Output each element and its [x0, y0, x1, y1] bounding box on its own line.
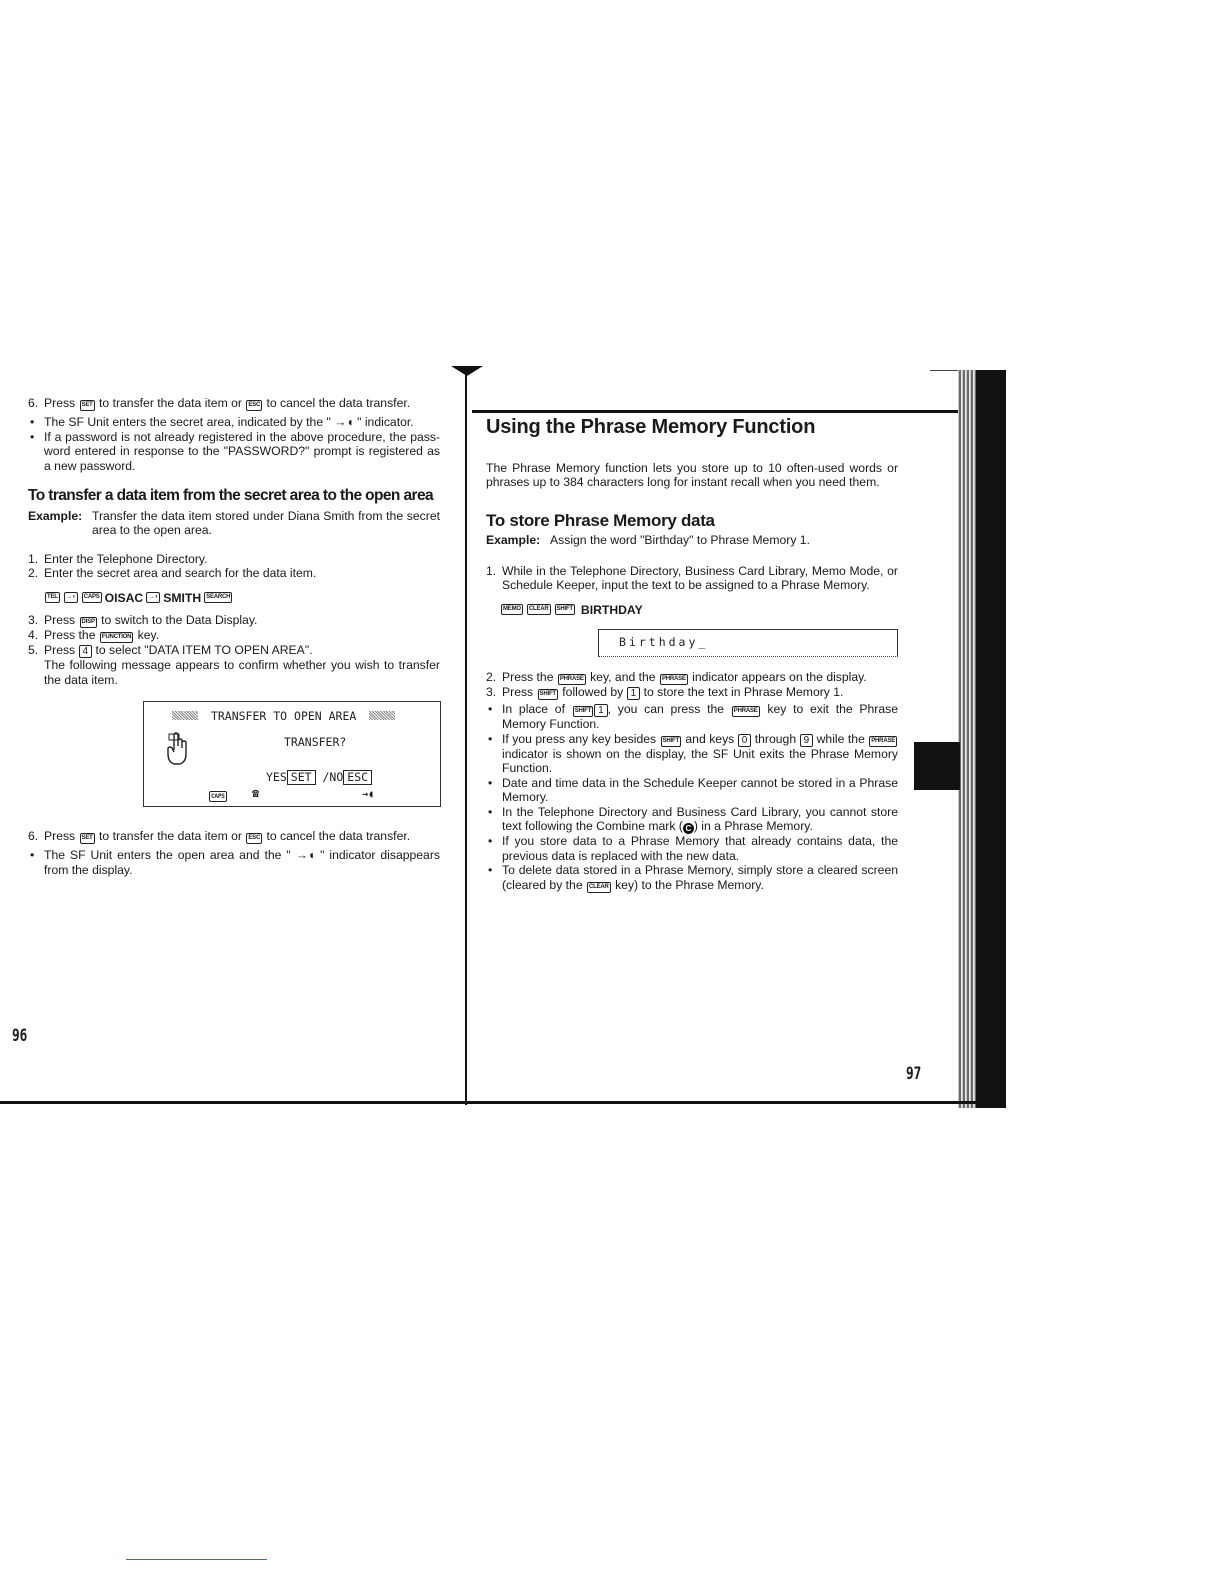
- nine-key-icon: 9: [800, 734, 814, 747]
- step-4: 4. Press the FUNCTION key.: [28, 628, 160, 642]
- step-6-top: 6. Press SET to transfer the data item or ESC to cancel the data transfer.: [28, 396, 411, 410]
- lcd-set-key: SET: [287, 770, 316, 785]
- step-5: 5. Press 4 to select "DATA ITEM TO OPEN AREA". The following message appears to confirm whether you wish to transfer the data item.: [28, 643, 440, 687]
- key-sequence: TEL →◖ CAPS OISAC →◖ SMITH SEARCH: [47, 590, 231, 605]
- section-heading: To transfer a data item from the secret area to the open area: [28, 487, 433, 504]
- esc-key-icon: ESC: [246, 833, 262, 844]
- one-key-icon: 1: [627, 687, 641, 700]
- list-item: • To delete data stored in a Phrase Memory, simply store a cleared screen (cleared by the CLEAR key) to the Phrase Memory.: [488, 863, 898, 892]
- key-sequence: MEMO CLEAR SHIFT BIRTHDAY: [503, 602, 643, 617]
- hatch-pattern: [369, 711, 395, 720]
- intro-paragraph: The Phrase Memory function lets you store up to 10 often-used words or phrases up to 384 characters long for instant recall when you need them.: [486, 460, 898, 489]
- bullet-list-top: [28, 415, 440, 473]
- lcd-options: YES SET /NO ESC: [266, 770, 372, 785]
- shift-key-icon: SHIFT: [555, 604, 575, 615]
- list-item: • If you store data to a Phrase Memory that already contains data, the previous data is replaced with the new data.: [488, 834, 898, 863]
- list-item: • The SF Unit enters the secret area, indicated by the " →◖ " indicator.: [30, 415, 414, 429]
- function-key-icon: FUNCTION: [100, 632, 133, 643]
- phone-icon: ☎: [252, 786, 260, 800]
- set-key-icon: SET: [80, 400, 95, 411]
- four-key-icon: 4: [79, 645, 93, 658]
- lcd-text: Birthday_: [619, 635, 709, 649]
- zero-key-icon: 0: [738, 734, 752, 747]
- shift-key-icon: SHIFT: [538, 689, 558, 700]
- caps-key-icon: CAPS: [82, 592, 102, 603]
- hand-icon: [166, 732, 194, 768]
- footer-link-line: [126, 1559, 267, 1560]
- section-heading: To store Phrase Memory data: [486, 510, 715, 530]
- lcd-display: [143, 701, 441, 807]
- shift-key-icon: SHIFT: [661, 736, 681, 747]
- page-title: Using the Phrase Memory Function: [486, 416, 816, 438]
- step-6-bottom: 6. Press SET to transfer the data item or ESC to cancel the data transfer.: [28, 829, 411, 843]
- lcd-prompt: TRANSFER?: [284, 735, 347, 749]
- list-item: 2. Enter the secret area and search for the data item.: [28, 566, 317, 580]
- list-item: • If you press any key besides SHIFT and keys 0 through 9 while the PHRASE indicator is shown on the display, the SF Unit exits the Phrase Memory Function.: [488, 731, 898, 775]
- bullet-list: [486, 702, 898, 893]
- bottom-rule: [0, 1101, 1001, 1104]
- example: Example: Assign the word "Birthday" to Phrase Memory 1.: [486, 533, 810, 547]
- tel-key-icon: TEL: [45, 592, 60, 603]
- one-key-icon: 1: [594, 704, 608, 717]
- page-marker: [451, 366, 483, 376]
- clear-key-icon: CLEAR: [587, 882, 611, 893]
- step-1: 1. While in the Telephone Directory, Business Card Library, Memo Mode, or Schedule Keeper, input the text to be assigned to a Phrase Memory.: [486, 563, 898, 592]
- header-rule: [472, 410, 958, 413]
- page-number-right: 97: [906, 1064, 922, 1084]
- memo-key-icon: MEMO: [501, 604, 523, 615]
- steps-list: [28, 552, 440, 581]
- list-item: • If a password is not already registered in the above procedure, the pass-word entered in response to the "PASSWORD?" prompt is registered as a new password.: [30, 429, 440, 473]
- search-key-icon: SEARCH: [204, 592, 232, 603]
- shift-key-icon: SHIFT: [573, 706, 593, 717]
- section-tab: [914, 742, 960, 790]
- secret-key-icon: →◖: [64, 592, 78, 603]
- esc-key-icon: ESC: [246, 400, 262, 411]
- disp-key-icon: DISP: [80, 617, 97, 628]
- page-spine: [465, 370, 467, 1105]
- phrase-indicator-icon: PHRASE: [869, 736, 897, 747]
- phrase-key-icon: PHRASE: [732, 706, 760, 717]
- example: Example: Transfer the data item stored under Diana Smith from the secret area to the open area.: [28, 508, 440, 537]
- step-3: 3. Press SHIFT followed by 1 to store the text in Phrase Memory 1.: [486, 685, 844, 699]
- step-3: 3. Press DISP to switch to the Data Display.: [28, 613, 258, 627]
- right-page: [486, 416, 898, 893]
- list-item: • Date and time data in the Schedule Keeper cannot be stored in a Phrase Memory.: [488, 775, 898, 804]
- caps-indicator-icon: CAPS: [211, 793, 225, 800]
- combine-mark-icon: C: [683, 823, 694, 834]
- step-2: 2. Press the PHRASE key, and the PHRASE indicator appears on the display.: [486, 670, 867, 684]
- lcd-title: TRANSFER TO OPEN AREA: [210, 709, 357, 723]
- left-page: [28, 396, 440, 877]
- page-number-left: 96: [12, 1026, 28, 1046]
- page-edge-texture: [958, 370, 976, 1108]
- list-item: • In place of SHIFT 1 , you can press the PHRASE key to exit the Phrase Memory Function.: [488, 702, 898, 731]
- secret-key-icon: →◖: [146, 592, 160, 603]
- list-item: 1. Enter the Telephone Directory.: [28, 551, 208, 566]
- list-item: • In the Telephone Directory and Business Card Library, you cannot store text following the Combine mark ( C ) in a Phrase Memory.: [488, 804, 898, 833]
- list-item: • The SF Unit enters the open area and the " →◖ " indicator disappears from the display.: [30, 848, 440, 877]
- clear-key-icon: CLEAR: [527, 604, 551, 615]
- lcd-display: [598, 629, 898, 657]
- lcd-esc-key: ESC: [343, 770, 372, 785]
- secret-indicator-icon: →◖: [362, 789, 375, 800]
- phrase-key-icon: PHRASE: [558, 674, 586, 685]
- hatch-pattern: [172, 711, 198, 720]
- phrase-indicator-icon: PHRASE: [660, 674, 688, 685]
- set-key-icon: SET: [80, 833, 95, 844]
